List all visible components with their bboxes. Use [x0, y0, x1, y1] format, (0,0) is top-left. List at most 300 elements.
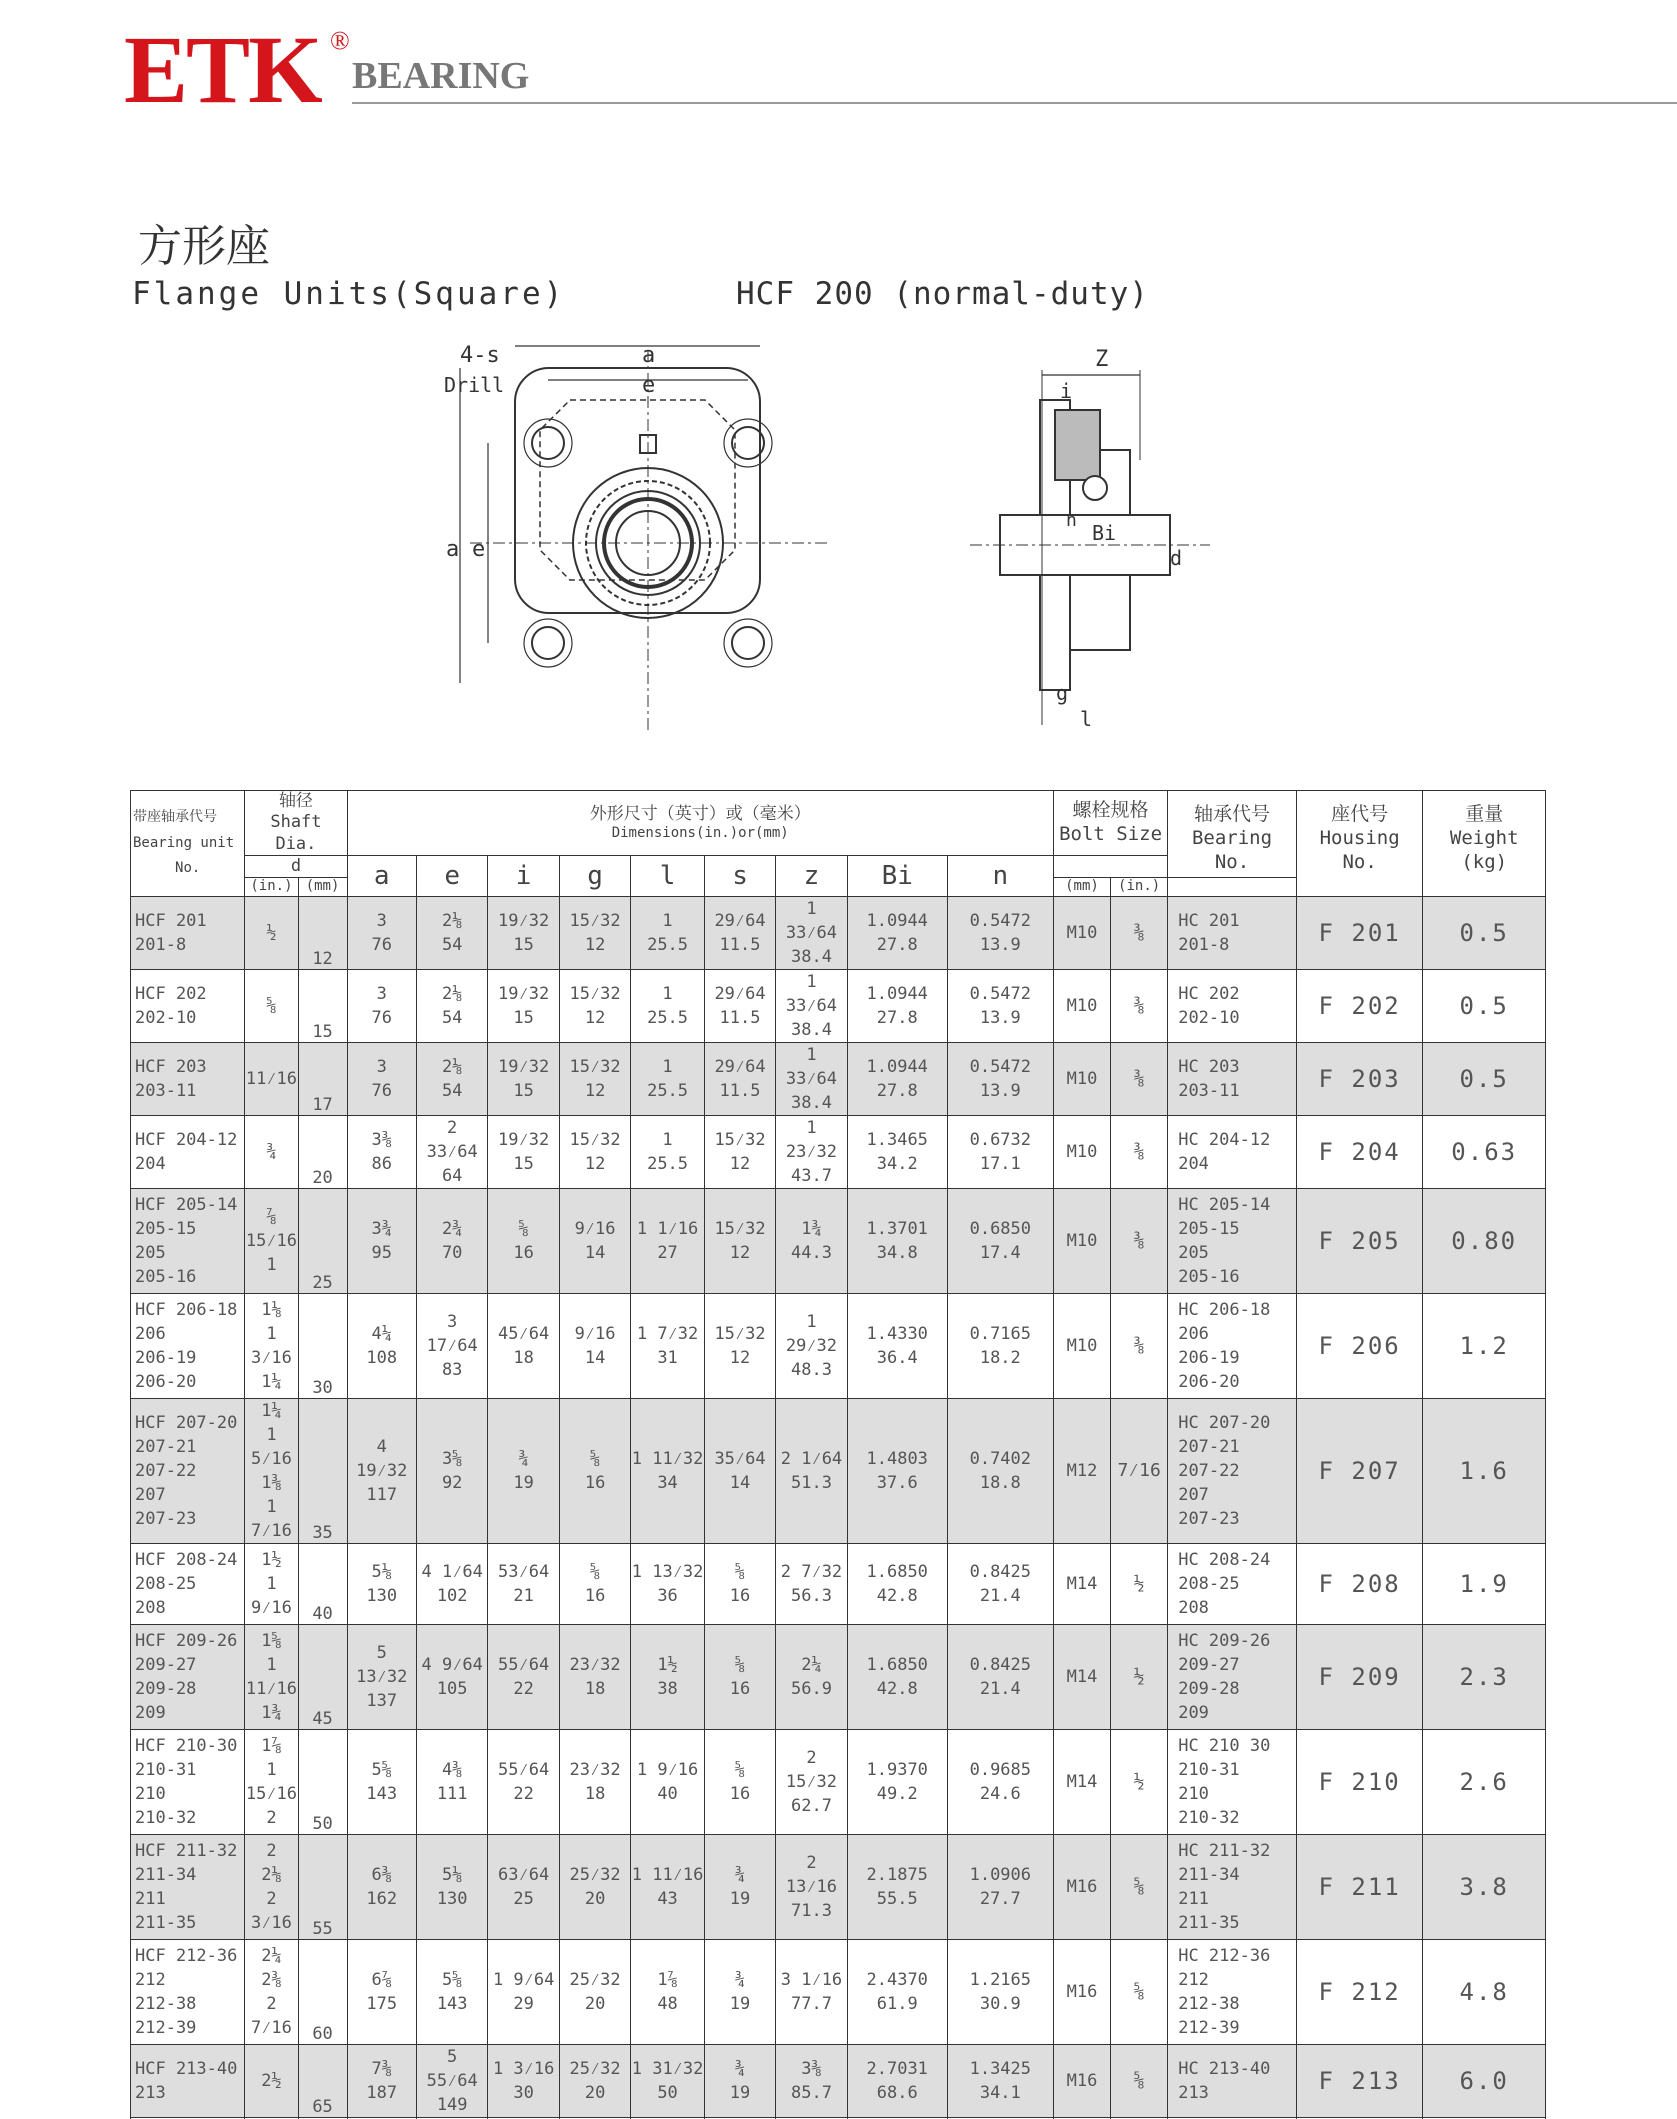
dim-l-cell: [631, 1293, 704, 1398]
bearing-no-cell-line: 211-35: [1178, 1912, 1240, 1933]
dim-s-cell-line: 16: [729, 1678, 751, 1699]
dim-z-cell-line: 2 13⁄16: [785, 1852, 838, 1897]
dim-g-cell-line: 25⁄32: [569, 2058, 621, 2079]
housing-no-cell: [1296, 896, 1423, 969]
dim-e-cell-line: 54: [441, 1007, 463, 1028]
bearing-no-cell-line: HC 212-36: [1178, 1945, 1271, 1966]
dim-g-cell-line: ⅝: [589, 1448, 601, 1469]
unit-no-cell-line: 209: [135, 1702, 166, 1723]
shaft-inch-cell: [245, 1543, 298, 1624]
dim-n-cell-line: 0.5472: [969, 983, 1032, 1004]
dim-g-cell-line: 23⁄32: [569, 1654, 621, 1675]
weight-cell-line: 0.63: [1451, 1137, 1518, 1166]
dim-g-cell: [559, 1543, 630, 1624]
dim-bi-cell-line: 27.8: [876, 1007, 918, 1028]
dim-n-cell: [947, 1188, 1053, 1293]
dim-n-cell-line: 18.2: [979, 1347, 1021, 1368]
dim-z-cell: [776, 2044, 847, 2117]
dim-a-cell-line: 3: [376, 983, 387, 1004]
bolt-mm-cell-line: M10: [1066, 922, 1098, 943]
dim-bi-cell: [847, 1939, 947, 2044]
dim-e-cell-line: 54: [441, 934, 463, 955]
bolt-mm-cell: [1053, 1729, 1110, 1834]
dim-i-cell-line: 1 9⁄64: [492, 1969, 555, 1990]
dim-g-cell-line: 16: [584, 1585, 606, 1606]
dim-s-cell-line: ¾: [734, 1864, 746, 1885]
unit-no-cell: [131, 1398, 245, 1543]
dim-s-cell-line: 12: [729, 1153, 751, 1174]
dim-bi-cell-line: 34.8: [876, 1242, 918, 1263]
shaft-mm-cell-line: 55: [312, 1918, 333, 1939]
dim-e-cell: [416, 1293, 487, 1398]
label-i: i: [1060, 379, 1073, 403]
bearing-no-cell-line: 209-27: [1178, 1654, 1240, 1675]
dim-i-cell: [488, 1543, 559, 1624]
dim-s-cell-line: ⅝: [734, 1654, 746, 1675]
table-row: [131, 1543, 1546, 1624]
bolt-mm-cell-line: M10: [1066, 1068, 1098, 1089]
dim-g-cell-line: 12: [584, 934, 606, 955]
dim-a-cell-line: 6⅜: [371, 1864, 392, 1885]
dim-l-cell-line: 40: [657, 1783, 678, 1804]
dim-z-cell: [776, 1188, 847, 1293]
dim-e-cell: [416, 1729, 487, 1834]
dim-z-cell-line: 2¼: [801, 1654, 822, 1675]
dim-n-cell: [947, 1293, 1053, 1398]
bolt-inch-cell-line: ½: [1133, 1573, 1145, 1595]
unit-no-cell-line: 210: [135, 1783, 166, 1804]
unit-no-cell-line: HCF 208-24: [135, 1549, 238, 1570]
shaft-mm-cell: [298, 2117, 347, 2119]
shaft-inch-cell-line: 1¾: [261, 1702, 282, 1723]
dim-bi-cell-line: 42.8: [876, 1585, 918, 1606]
dim-s-cell-line: 29⁄64: [714, 1056, 766, 1077]
dim-s-cell: [704, 1115, 775, 1188]
dim-z-cell-line: 2 15⁄32: [785, 1747, 838, 1792]
dim-i-cell-line: 55⁄64: [498, 1759, 550, 1780]
dim-i-cell-line: 15: [513, 1007, 534, 1028]
dim-n-cell-line: 0.5472: [969, 1056, 1032, 1077]
dim-a-cell: [347, 1042, 416, 1115]
bearing-no-cell-line: 208: [1178, 1597, 1209, 1618]
weight-cell: [1423, 2044, 1546, 2117]
table-row: [131, 1624, 1546, 1729]
dim-i-cell-line: 55⁄64: [498, 1654, 550, 1675]
bolt-mm-cell: [1053, 1042, 1110, 1115]
dim-l-cell-line: 1 31⁄32: [631, 2058, 704, 2079]
bolt-inch-cell: [1111, 1398, 1168, 1543]
unit-no-cell-line: HCF 211-32: [135, 1840, 238, 1861]
bolt-inch-cell: [1111, 1729, 1168, 1834]
bearing-no-cell: [1168, 1624, 1297, 1729]
dim-g-cell: [559, 2044, 630, 2117]
dim-z-cell-line: 3⅜: [801, 2058, 822, 2079]
bearing-no-cell: [1168, 1543, 1297, 1624]
dim-s-cell: [704, 1042, 775, 1115]
dim-g-cell-line: 15⁄32: [569, 1129, 621, 1150]
housing-no-cell: [1296, 1293, 1423, 1398]
unit-no-cell-line: 205-16: [135, 1266, 197, 1287]
shaft-mm-cell: [298, 1115, 347, 1188]
dim-z-cell: [776, 896, 847, 969]
dim-g-cell-line: 20: [584, 1993, 606, 2014]
dim-z-cell-line: 1 33⁄64: [785, 898, 838, 943]
bolt-inch-cell-line: ⅜: [1133, 1230, 1145, 1252]
bolt-inch-cell: [1111, 1042, 1168, 1115]
table-row: [131, 2117, 1546, 2119]
dim-bi-cell: [847, 1115, 947, 1188]
dim-s-cell: [704, 1624, 775, 1729]
dim-bi-cell-line: 49.2: [876, 1783, 918, 1804]
header-col-a: a: [347, 855, 416, 896]
weight-cell-line: 0.5: [1459, 991, 1509, 1020]
dim-bi-cell-line: 36.4: [876, 1347, 918, 1368]
front-view: [460, 346, 830, 730]
shaft-mm-cell-line: 40: [312, 1603, 333, 1624]
shaft-mm-cell: [298, 1543, 347, 1624]
unit-no-cell-line: 208: [135, 1597, 166, 1618]
shaft-mm-cell-line: 60: [312, 2023, 333, 2044]
bolt-inch-cell: [1111, 2117, 1168, 2119]
dim-s-cell-line: 19: [729, 2082, 751, 2103]
bolt-mm-cell-line: M16: [1066, 1981, 1098, 2002]
bearing-no-cell-line: 207-23: [1178, 1508, 1240, 1529]
dim-n-cell: [947, 2117, 1053, 2119]
weight-cell: [1423, 969, 1546, 1042]
dim-g-cell-line: 14: [584, 1347, 606, 1368]
table-row: [131, 896, 1546, 969]
unit-no-cell-line: 206: [135, 1323, 166, 1344]
dim-s-cell-line: 11.5: [719, 1007, 761, 1028]
dim-l-cell: [631, 1939, 704, 2044]
shaft-inch-cell-line: 1⅞: [261, 1735, 282, 1756]
unit-no-cell-line: HCF 210-30: [135, 1735, 238, 1756]
dim-bi-cell-line: 1.4803: [866, 1448, 928, 1469]
dim-e-cell: [416, 969, 487, 1042]
bolt-mm-cell: [1053, 1624, 1110, 1729]
shaft-inch-cell: [245, 1624, 298, 1729]
weight-cell-line: 1.9: [1459, 1569, 1509, 1598]
dim-e-cell: [416, 1624, 487, 1729]
dim-i-cell-line: 18: [513, 1347, 534, 1368]
housing-no-cell: [1296, 1729, 1423, 1834]
header-bolt: 螺栓规格 Bolt Size: [1053, 791, 1167, 856]
dim-s-cell-line: 15⁄32: [714, 1129, 766, 1150]
shaft-inch-cell-line: 1¼: [261, 1400, 282, 1421]
shaft-inch-cell-line: 1 9⁄16: [250, 1573, 292, 1618]
shaft-inch-cell-line: 1 3⁄16: [250, 1323, 292, 1368]
dim-l-cell: [631, 1115, 704, 1188]
header-col-l: l: [631, 855, 704, 896]
dim-s-cell-line: 15⁄32: [714, 1323, 766, 1344]
dim-bi-cell: [847, 1293, 947, 1398]
dim-i-cell: [488, 1042, 559, 1115]
dim-s-cell: [704, 1939, 775, 2044]
unit-no-cell: [131, 1939, 245, 2044]
dim-s-cell-line: 29⁄64: [714, 983, 766, 1004]
label-hole: 4-s: [460, 343, 500, 368]
dim-z-cell-line: 43.7: [791, 1165, 832, 1186]
weight-cell: [1423, 1398, 1546, 1543]
bolt-inch-cell-line: ½: [1133, 1771, 1145, 1793]
dim-e-cell: [416, 2117, 487, 2119]
dim-e-cell-line: 102: [436, 1585, 468, 1606]
dim-bi-cell: [847, 1398, 947, 1543]
dim-a-cell-line: 6⅞: [371, 1969, 392, 1990]
dim-bi-cell-line: 1.6850: [866, 1654, 928, 1675]
dim-g-cell-line: 9⁄16: [574, 1218, 616, 1239]
table-row: [131, 1115, 1546, 1188]
dim-l-cell-line: 1 1⁄16: [636, 1218, 699, 1239]
shaft-mm-cell: [298, 969, 347, 1042]
dim-e-cell-line: 4 9⁄64: [421, 1654, 483, 1675]
dim-g-cell: [559, 1834, 630, 1939]
dim-a-cell-line: 187: [366, 2082, 398, 2103]
dim-e-cell: [416, 1115, 487, 1188]
table-row: [131, 1188, 1546, 1293]
dim-a-cell-line: 108: [366, 1347, 398, 1368]
dim-z-cell: [776, 1115, 847, 1188]
shaft-mm-cell: [298, 1834, 347, 1939]
bearing-no-cell-line: HC 206-18: [1178, 1299, 1271, 1320]
bearing-no-cell-line: 203-11: [1178, 1080, 1240, 1101]
dim-i-cell-line: 1 3⁄16: [492, 2058, 555, 2079]
dim-a-cell: [347, 1834, 416, 1939]
dim-s-cell-line: 35⁄64: [714, 1448, 766, 1469]
dim-g-cell-line: 23⁄32: [569, 1759, 621, 1780]
dim-e-cell: [416, 2044, 487, 2117]
shaft-mm-cell: [298, 1293, 347, 1398]
dim-s-cell-line: ¾: [734, 1969, 746, 1990]
dim-n-cell: [947, 1543, 1053, 1624]
header-bolt-spacer: [1053, 855, 1167, 877]
dim-l-cell-line: 25.5: [647, 1080, 689, 1101]
dim-e-cell-line: 5⅛: [441, 1864, 463, 1885]
shaft-mm-cell: [298, 2044, 347, 2117]
dim-s-cell: [704, 1188, 775, 1293]
bolt-mm-cell-line: M12: [1066, 1460, 1098, 1481]
dim-n-cell-line: 0.8425: [969, 1654, 1032, 1675]
shaft-inch-cell-line: 1 15⁄16: [245, 1759, 298, 1804]
dim-e-cell-line: 5⅝: [441, 1969, 463, 1990]
bolt-inch-cell-line: 7⁄16: [1117, 1459, 1161, 1481]
housing-no-cell: [1296, 1543, 1423, 1624]
shaft-inch-cell-line: 2: [266, 1807, 277, 1828]
shaft-inch-cell-line: 1½: [261, 1549, 282, 1570]
unit-no-cell-line: 207-22: [135, 1460, 197, 1481]
dim-g-cell: [559, 1939, 630, 2044]
dim-g-cell: [559, 969, 630, 1042]
unit-no-cell-line: 210-32: [135, 1807, 197, 1828]
dim-s-cell: [704, 2117, 775, 2119]
dim-g-cell: [559, 1115, 630, 1188]
shaft-inch-cell-line: 11⁄16: [245, 1068, 298, 1089]
dim-z-cell-line: 38.4: [791, 1019, 832, 1040]
spec-table-body: [131, 896, 1546, 2119]
bolt-mm-cell: [1053, 2117, 1110, 2119]
label-n: n: [1066, 510, 1077, 531]
bearing-no-cell-line: HC 211-32: [1178, 1840, 1271, 1861]
weight-cell-line: 0.5: [1459, 1064, 1509, 1093]
header-dimensions: 外形尺寸（英寸）或（毫米） Dimensions(in.)or(mm): [347, 791, 1053, 856]
unit-no-cell-line: HCF 204-12: [135, 1129, 238, 1150]
shaft-inch-cell-line: 2: [266, 1840, 277, 1861]
dim-e-cell: [416, 1188, 487, 1293]
dim-z-cell: [776, 1543, 847, 1624]
dim-g-cell-line: 14: [584, 1242, 606, 1263]
dim-s-cell: [704, 896, 775, 969]
dim-s-cell: [704, 1293, 775, 1398]
dim-a-cell: [347, 2117, 416, 2119]
dim-z-cell-line: 71.3: [791, 1900, 832, 1921]
dim-l-cell-line: 25.5: [647, 1007, 689, 1028]
dim-s-cell-line: ⅝: [734, 1561, 746, 1582]
shaft-inch-cell: [245, 1042, 298, 1115]
dim-a-cell: [347, 1624, 416, 1729]
dim-l-cell: [631, 969, 704, 1042]
dim-e-cell-line: 92: [441, 1472, 463, 1493]
dim-i-cell-line: 15: [513, 934, 534, 955]
dim-n-cell: [947, 1624, 1053, 1729]
dim-g-cell: [559, 1042, 630, 1115]
dim-i-cell: [488, 1188, 559, 1293]
dim-n-cell-line: 1.0906: [969, 1864, 1032, 1885]
dim-n-cell-line: 0.6850: [969, 1218, 1032, 1239]
dim-e-cell-line: 83: [441, 1359, 463, 1380]
dim-a-cell: [347, 1398, 416, 1543]
unit-no-cell: [131, 1624, 245, 1729]
dim-bi-cell-line: 27.8: [876, 1080, 918, 1101]
dim-i-cell-line: 16: [513, 1242, 534, 1263]
shaft-inch-cell-line: 2⅛: [261, 1864, 282, 1885]
shaft-inch-cell-line: 1⅜: [261, 1472, 282, 1493]
bolt-inch-cell-line: ⅜: [1133, 1068, 1145, 1090]
bearing-no-cell-line: HC 208-24: [1178, 1549, 1271, 1570]
bearing-no-cell: [1168, 1729, 1297, 1834]
dim-e-cell: [416, 1834, 487, 1939]
bearing-no-cell: [1168, 1188, 1297, 1293]
dim-z-cell: [776, 1624, 847, 1729]
dim-g-cell-line: 20: [584, 1888, 606, 1909]
bearing-no-cell-line: 206: [1178, 1323, 1209, 1344]
dim-a-cell-line: 7⅜: [371, 2058, 392, 2079]
dim-s-cell-line: 12: [729, 1242, 751, 1263]
dim-i-cell: [488, 1834, 559, 1939]
dim-z-cell-line: 3 1⁄16: [780, 1969, 843, 1990]
shaft-inch-cell-line: 1 11⁄16: [245, 1654, 298, 1699]
dim-g-cell-line: 16: [584, 1472, 606, 1493]
bearing-no-cell-line: 212: [1178, 1969, 1209, 1990]
unit-no-cell-line: HCF 203: [135, 1056, 207, 1077]
shaft-mm-cell-line: 12: [312, 948, 333, 969]
dim-e-cell-line: 2¾: [441, 1218, 463, 1239]
bearing-no-cell: [1168, 1115, 1297, 1188]
bolt-mm-cell-line: M10: [1066, 995, 1098, 1016]
shaft-inch-cell-line: 1 5⁄16: [250, 1424, 292, 1469]
weight-cell-line: 0.5: [1459, 918, 1509, 947]
dim-l-cell: [631, 1188, 704, 1293]
shaft-inch-cell-line: 2¼: [261, 1945, 282, 1966]
unit-no-cell: [131, 1543, 245, 1624]
shaft-mm-cell-line: 50: [312, 1813, 333, 1834]
shaft-mm-cell: [298, 1624, 347, 1729]
dim-i-cell-line: 19: [513, 1472, 534, 1493]
dim-n-cell-line: 0.7402: [969, 1448, 1032, 1469]
bearing-no-cell-line: HC 207-20: [1178, 1412, 1271, 1433]
shaft-inch-cell-line: 2 3⁄16: [250, 1888, 292, 1933]
weight-cell: [1423, 2117, 1546, 2119]
bolt-mm-cell: [1053, 1398, 1110, 1543]
dim-l-cell-line: 48: [657, 1993, 678, 2014]
bearing-no-cell-line: 213: [1178, 2082, 1209, 2103]
bolt-mm-cell: [1053, 1188, 1110, 1293]
dim-n-cell: [947, 1115, 1053, 1188]
dim-l-cell-line: 1: [662, 1056, 673, 1077]
unit-no-cell-line: 206-20: [135, 1371, 197, 1392]
shaft-inch-cell-line: 1⅝: [261, 1630, 282, 1651]
header-shaft: 轴径 Shaft Dia.: [245, 791, 347, 856]
header-rule: [352, 102, 1677, 104]
unit-no-cell: [131, 2044, 245, 2117]
bolt-inch-cell-line: ⅜: [1133, 995, 1145, 1017]
dim-i-cell: [488, 969, 559, 1042]
dim-n-cell: [947, 1939, 1053, 2044]
dim-g-cell-line: 18: [584, 1783, 606, 1804]
dim-n-cell: [947, 1729, 1053, 1834]
dim-g-cell: [559, 1729, 630, 1834]
dim-z-cell-line: 1 33⁄64: [785, 1044, 838, 1089]
dim-z-cell: [776, 1042, 847, 1115]
label-l: l: [1080, 707, 1093, 731]
housing-no-cell: [1296, 2044, 1423, 2117]
dim-z-cell-line: 2 1⁄64: [780, 1448, 843, 1469]
bearing-no-cell-line: 209-28: [1178, 1678, 1240, 1699]
housing-no-cell-line: F 203: [1318, 1064, 1401, 1093]
dim-a-cell-line: 5⅝: [371, 1759, 392, 1780]
header-bearing: 轴承代号 Bearing No.: [1168, 791, 1297, 878]
weight-cell-line: 6.0: [1459, 2066, 1509, 2095]
unit-no-cell: [131, 1188, 245, 1293]
bearing-no-cell-line: 205: [1178, 1242, 1209, 1263]
dim-l-cell-line: 1: [662, 983, 673, 1004]
shaft-inch-cell: [245, 1293, 298, 1398]
weight-cell: [1423, 1939, 1546, 2044]
dim-s-cell-line: 16: [729, 1783, 751, 1804]
dim-a-cell: [347, 1115, 416, 1188]
unit-no-cell: [131, 1834, 245, 1939]
bearing-no-cell-line: HC 203: [1178, 1056, 1240, 1077]
unit-no-cell-line: 211: [135, 1888, 166, 1909]
unit-no-cell-line: HCF 212-36: [135, 1945, 238, 1966]
brand-logo: [124, 16, 350, 123]
header-housing: 座代号 Housing No.: [1296, 791, 1423, 897]
dim-n-cell-line: 0.9685: [969, 1759, 1032, 1780]
dim-bi-cell-line: 37.6: [876, 1472, 918, 1493]
bearing-no-cell-line: 207-21: [1178, 1436, 1240, 1457]
unit-no-cell-line: 210-31: [135, 1759, 197, 1780]
weight-cell: [1423, 896, 1546, 969]
dim-bi-cell-line: 1.9370: [866, 1759, 928, 1780]
dim-e-cell-line: 3 17⁄64: [426, 1311, 478, 1356]
dim-g-cell-line: 9⁄16: [574, 1323, 616, 1344]
dim-bi-cell-line: 27.8: [876, 934, 918, 955]
housing-no-cell-line: F 211: [1318, 1872, 1401, 1901]
shaft-inch-cell-line: 1⅛: [261, 1299, 282, 1320]
bearing-no-cell-line: 210-32: [1178, 1807, 1240, 1828]
page-title-en: Flange Units(Square): [132, 276, 566, 312]
dim-z-cell: [776, 969, 847, 1042]
bearing-no-cell-line: 209: [1178, 1702, 1209, 1723]
